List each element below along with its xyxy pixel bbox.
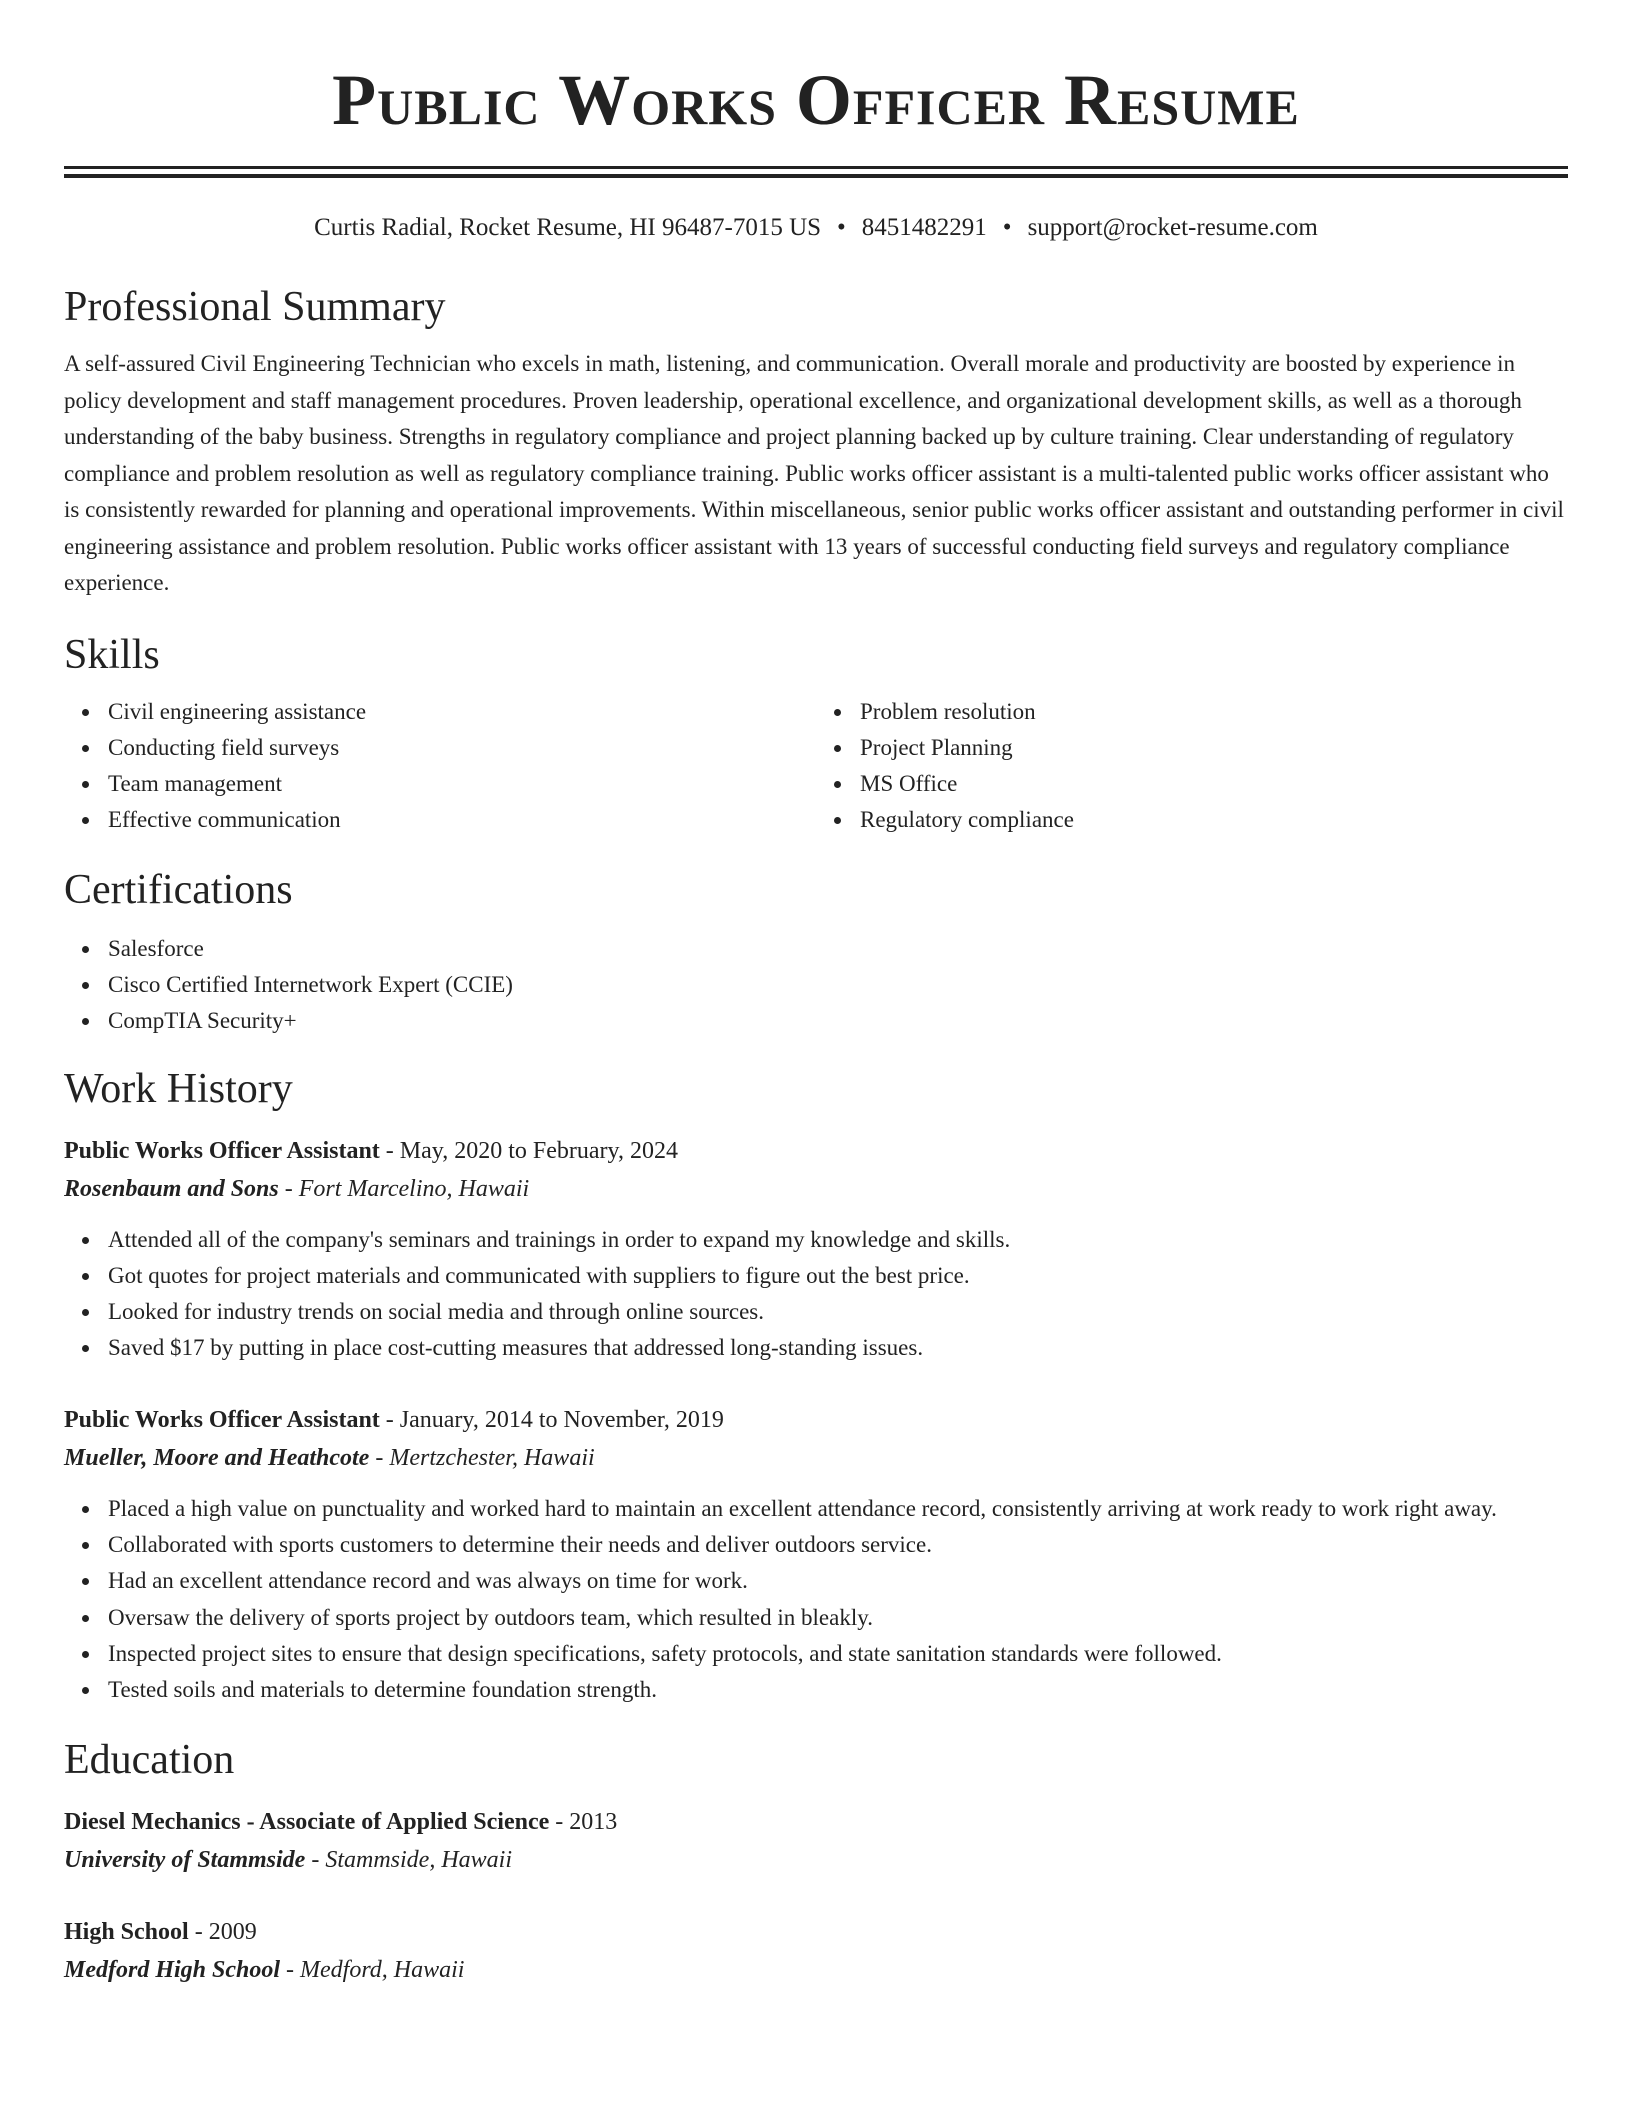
contact-line: [64, 212, 1568, 244]
education-year: - 2009: [188, 1918, 257, 1945]
job-bullet: Placed a high value on punctuality and worked hard to maintain an excellent attendance record, consistently arriving at work ready to work right away.: [108, 1491, 1568, 1527]
education-entry: [64, 1913, 1568, 1989]
job-employer: [64, 1439, 1568, 1477]
education-heading: Education: [64, 1736, 235, 1783]
skill-item: Civil engineering assistance: [108, 694, 816, 730]
summary-section: [64, 282, 1568, 602]
contact-phone: 8451482291: [861, 214, 987, 241]
job-header: [64, 1132, 1568, 1170]
job-bullet: Looked for industry trends on social media and through online sources.: [108, 1294, 1568, 1330]
job-header: [64, 1401, 1568, 1439]
job-company: Rosenbaum and Sons: [64, 1175, 279, 1202]
education-degree: Diesel Mechanics - Associate of Applied Science: [64, 1808, 550, 1835]
contact-email: support@rocket-resume.com: [1027, 214, 1318, 241]
summary-heading: Professional Summary: [64, 284, 446, 330]
skill-item: Team management: [108, 766, 816, 802]
job-entry: [64, 1401, 1568, 1709]
education-section: [64, 1735, 1568, 1989]
job-entry: [64, 1132, 1568, 1367]
certification-item: Salesforce: [108, 931, 1568, 967]
job-bullet: Had an excellent attendance record and was always on time for work.: [108, 1563, 1568, 1599]
job-employer: [64, 1170, 1568, 1208]
skills-list-left: [64, 694, 816, 839]
certification-item: Cisco Certified Internetwork Expert (CCIE): [108, 967, 1568, 1003]
contact-separator: •: [837, 214, 846, 241]
skill-item: Effective communication: [108, 802, 816, 838]
skills-heading: Skills: [64, 631, 160, 678]
certifications-list: [64, 931, 1568, 1040]
job-bullet: Tested soils and materials to determine foundation strength.: [108, 1672, 1568, 1708]
job-dates: - May, 2020 to February, 2024: [379, 1137, 678, 1164]
job-bullet: Saved $17 by putting in place cost-cutting measures that addressed long-standing issues.: [108, 1330, 1568, 1366]
education-header: [64, 1803, 1568, 1841]
skill-item: Conducting field surveys: [108, 730, 816, 766]
job-bullet: Inspected project sites to ensure that design specifications, safety protocols, and state sanitation standards were followed.: [108, 1636, 1568, 1672]
job-dates: - January, 2014 to November, 2019: [379, 1406, 724, 1433]
job-bullet: Collaborated with sports customers to determine their needs and deliver outdoors service.: [108, 1527, 1568, 1563]
job-location: - Mertzchester, Hawaii: [369, 1444, 595, 1471]
education-school: University of Stammside: [64, 1846, 306, 1873]
job-bullet: Oversaw the delivery of sports project by outdoors team, which resulted in bleakly.: [108, 1600, 1568, 1636]
education-location: - Stammside, Hawaii: [305, 1846, 512, 1873]
summary-text: A self-assured Civil Engineering Technician who excels in math, listening, and communication. Overall morale and productivity are boosted by experience in policy development and staff management procedures. Proven leadership, operational excellence, and organizational development skills, as well as a thorough understanding of the baby business. Strengths in regulatory compliance and project planning backed up by culture training. Clear understanding of regulatory compliance and problem resolution as well as regulatory compliance training. Public works officer assistant is a multi-talented public works officer assistant who is consistently rewarded for planning and operational improvements. Within miscellaneous, senior public works officer assistant and outstanding performer in civil engineering assistance and problem resolution. Public works officer assistant with 13 years of successful conducting field surveys and regulatory compliance experience.: [64, 351, 1564, 595]
skill-item: Project Planning: [860, 730, 1568, 766]
skill-item: Problem resolution: [860, 694, 1568, 730]
education-school-line: [64, 1951, 1568, 1989]
education-degree: High School: [64, 1918, 189, 1945]
resume-title: Public Works Officer Resume: [332, 60, 1300, 140]
certifications-section: [64, 865, 1568, 1040]
certifications-heading: Certifications: [64, 866, 293, 913]
education-header: [64, 1913, 1568, 1951]
education-year: - 2013: [549, 1808, 618, 1835]
skill-item: MS Office: [860, 766, 1568, 802]
job-bullet: Got quotes for project materials and communicated with suppliers to figure out the best price.: [108, 1258, 1568, 1294]
education-school: Medford High School: [64, 1956, 281, 1983]
skill-item: Regulatory compliance: [860, 802, 1568, 838]
job-bullet: Attended all of the company's seminars and trainings in order to expand my knowledge and skills.: [108, 1222, 1568, 1258]
job-company: Mueller, Moore and Heathcote: [64, 1444, 370, 1471]
contact-separator: •: [1002, 214, 1012, 241]
work-history-section: [64, 1064, 1568, 1709]
education-location: - Medford, Hawaii: [280, 1956, 465, 1983]
title-divider: [64, 166, 1568, 178]
job-title: Public Works Officer Assistant: [64, 1406, 380, 1433]
skills-section: [64, 630, 1568, 839]
job-bullets: [64, 1222, 1568, 1367]
skills-columns: [64, 694, 1568, 839]
job-location: - Fort Marcelino, Hawaii: [278, 1175, 530, 1202]
education-school-line: [64, 1841, 1568, 1879]
job-bullets: [64, 1491, 1568, 1709]
job-title: Public Works Officer Assistant: [64, 1137, 380, 1164]
certification-item: CompTIA Security+: [108, 1003, 1568, 1039]
work-history-heading: Work History: [64, 1065, 293, 1112]
education-entry: [64, 1803, 1568, 1879]
skills-list-right: [816, 694, 1568, 839]
contact-address: Curtis Radial, Rocket Resume, HI 96487-7015 US: [314, 214, 822, 241]
